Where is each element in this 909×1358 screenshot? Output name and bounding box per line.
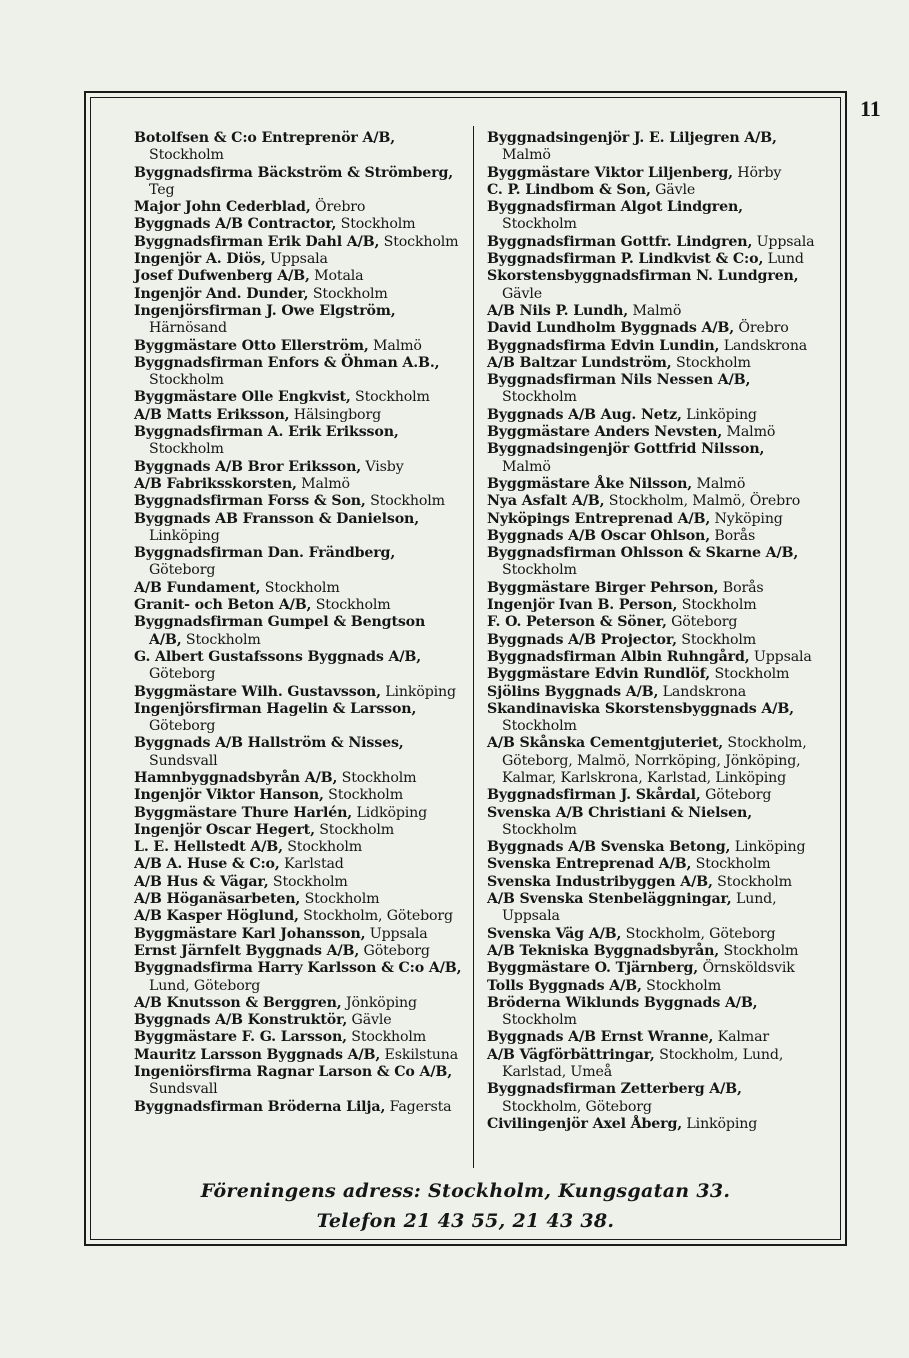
member-entry [134, 1029, 462, 1046]
member-location: Örebro [310, 199, 366, 216]
member-location: Göteborg [359, 942, 430, 959]
member-entry [134, 1064, 462, 1099]
member-name: A/B A. Huse & C:o, [134, 856, 280, 873]
member-entry [487, 995, 815, 1030]
member-location: Stockholm [712, 873, 792, 890]
member-name: F. O. Peterson & Söner, [487, 614, 667, 631]
member-name: A/B Skånska Cementgjuteriet, [487, 735, 724, 752]
member-entry [487, 372, 815, 407]
member-location: Stockholm [311, 597, 391, 614]
member-name: A/B Svenska Stenbeläggningar, [487, 891, 732, 908]
member-location: Teg [149, 181, 175, 198]
member-location: Kalmar [713, 1029, 770, 1046]
member-entry [487, 1116, 815, 1133]
member-location: Stockholm [502, 1012, 577, 1029]
member-location: Örebro [733, 320, 789, 337]
member-location: Uppsala [265, 251, 328, 268]
member-entry [134, 684, 462, 701]
member-name: Byggnads A/B Oscar Ohlson, [487, 527, 711, 544]
member-location: Stockholm [710, 666, 790, 683]
member-location: Stockholm [149, 372, 224, 389]
member-name: Ernst Järnfelt Byggnads A/B, [134, 942, 360, 959]
member-entry [487, 199, 815, 234]
member-entry [134, 597, 462, 614]
member-entry [134, 303, 462, 338]
member-name: Byggnadsfirman Algot Lindgren, [487, 199, 743, 216]
page-number: 11 [860, 96, 881, 121]
member-location: Uppsala [749, 648, 812, 665]
member-entry [487, 130, 815, 165]
member-location: Stockholm [181, 631, 261, 648]
member-name: A/B Nils P. Lundh, [487, 302, 629, 319]
member-entry [134, 476, 462, 493]
member-location: Örnsköldsvik [698, 960, 795, 977]
member-name: Byggmästare Birger Pehrson, [487, 579, 719, 596]
member-location: Uppsala [365, 925, 428, 942]
member-name: Sjölins Byggnads A/B, [487, 683, 659, 700]
member-name: Byggnadsfirma Bäckström & Strömberg, [134, 164, 454, 181]
member-location: Linköping [682, 1115, 758, 1132]
member-name: Byggnads A/B Projector, [487, 631, 677, 648]
member-name: A/B Kasper Höglund, [134, 908, 299, 925]
member-entry [487, 320, 815, 337]
member-name: Byggnadsingenjör J. E. Liljegren A/B, [487, 130, 777, 146]
member-location: Linköping [681, 406, 757, 423]
member-name: Civilingenjör Axel Åberg, [487, 1115, 683, 1132]
member-location: Stockholm [268, 873, 348, 890]
member-name: Byggnadsfirman P. Lindkvist & C:o, [487, 251, 764, 268]
member-name: A/B Baltzar Lundström, [487, 354, 672, 371]
member-name: A/B Fundament, [134, 579, 261, 596]
member-location: Stockholm, Göteborg, Malmö, Norrköping, Jönköping, Kalmar, Karlskrona, Karlstad, Linköping [502, 735, 807, 786]
member-location: Göteborg [700, 787, 772, 804]
member-location: Stockholm [337, 769, 417, 786]
member-entry [134, 268, 462, 285]
member-entry [134, 908, 462, 925]
member-location: Sundsvall [149, 752, 218, 769]
member-entry [134, 493, 462, 510]
member-location: Malmö [502, 147, 551, 164]
member-name: David Lundholm Byggnads A/B, [487, 320, 734, 337]
member-location: Göteborg [149, 718, 216, 735]
member-entry [134, 856, 462, 873]
member-location: Karlstad [279, 856, 344, 873]
member-entry [487, 580, 815, 597]
member-location: Landskrona [658, 683, 747, 700]
member-entry [487, 978, 815, 995]
member-name: Byggmästare F. G. Larsson, [134, 1029, 347, 1046]
member-location: Landskrona [719, 337, 808, 354]
member-name: Byggnads A/B Hallström & Nisses, [134, 735, 404, 752]
member-name: Byggnadsfirman Erik Dahl A/B, [134, 233, 380, 250]
member-location: Stockholm [719, 942, 799, 959]
member-entry [134, 251, 462, 268]
member-location: Eskilstuna [380, 1046, 459, 1063]
member-entry [487, 511, 815, 528]
column-divider [473, 126, 474, 1168]
member-name: Nya Asfalt A/B, [487, 493, 605, 510]
member-entry [134, 545, 462, 580]
member-entry [134, 649, 462, 684]
member-entry [487, 839, 815, 856]
member-location: Stockholm [346, 1029, 427, 1046]
member-name: Byggnadsingenjör Gottfrid Nilsson, [487, 441, 765, 458]
member-location: Visby [361, 458, 404, 475]
member-name: Ingenjör A. Diös, [134, 251, 266, 268]
association-address: Föreningens adress: Stockholm, Kungsgatan 33. [200, 1180, 731, 1202]
member-entry [487, 614, 815, 631]
member-name: L. E. Hellstedt A/B, [134, 839, 283, 856]
member-location: Härnösand [149, 320, 227, 337]
member-entry [487, 891, 815, 926]
member-entry [487, 787, 815, 804]
member-location: Sundsvall [149, 1081, 218, 1098]
member-entry [487, 182, 815, 199]
member-entry [487, 234, 815, 251]
member-name: Byggnadsfirman Forss & Son, [134, 493, 366, 510]
member-name: Byggnadsfirman A. Erik Eriksson, [134, 424, 399, 441]
member-entry [487, 165, 815, 182]
member-location: Fagersta [385, 1098, 452, 1115]
member-name: A/B Fabriksskorsten, [134, 475, 297, 492]
member-name: A/B Tekniska Byggnadsbyrån, [487, 942, 720, 959]
member-entry [487, 649, 815, 666]
member-name: Byggnads AB Fransson & Danielson, [134, 510, 419, 527]
member-entry [487, 735, 815, 787]
member-name: Byggnadsfirman Dan. Frändberg, [134, 545, 396, 562]
member-location: Stockholm [260, 579, 340, 596]
member-name: Byggnads A/B Aug. Netz, [487, 406, 682, 423]
member-name: Svenska Väg A/B, [487, 925, 622, 942]
member-name: Byggnadsfirman Albin Ruhngård, [487, 648, 750, 665]
member-name: Granit- och Beton A/B, [134, 597, 312, 614]
member-name: Byggmästare Olle Engkvist, [134, 389, 351, 406]
member-name: Byggmästare Otto Ellerström, [134, 337, 369, 354]
member-location: Stockholm [323, 787, 403, 804]
member-name: Ingeniörsfirma Ragnar Larson & Co A/B, [134, 1064, 453, 1081]
member-entry [134, 130, 462, 165]
member-entry [487, 632, 815, 649]
member-name: Byggnadsfirman J. Skårdal, [487, 787, 701, 804]
member-entry [487, 476, 815, 493]
member-name: Byggnadsfirma Edvin Lundin, [487, 337, 720, 354]
member-entry [487, 407, 815, 424]
member-location: Malmö [692, 475, 746, 492]
member-name: Skorstensbyggnadsfirman N. Lundgren, [487, 268, 799, 285]
association-phone: Telefon 21 43 55, 21 43 38. [316, 1210, 615, 1232]
member-location: Borås [710, 527, 756, 544]
member-entry [487, 251, 815, 268]
member-location: Stockholm, Malmö, Örebro [604, 493, 801, 510]
member-location: Stockholm [502, 389, 577, 406]
member-name: C. P. Lindbom & Son, [487, 181, 651, 198]
member-location: Malmö [368, 337, 422, 354]
member-location: Stockholm, Lund, Karlstad, Umeå [502, 1046, 784, 1081]
member-location: Nyköping [710, 510, 783, 527]
member-entry [134, 891, 462, 908]
member-entry [487, 441, 815, 476]
member-name: Ingenjör Ivan B. Person, [487, 597, 678, 614]
member-location: Stockholm [282, 839, 363, 856]
member-entry [487, 1047, 815, 1082]
member-name: Botolfsen & C:o Entreprenör A/B, [134, 130, 396, 146]
member-entry [487, 856, 815, 873]
left-member-list [134, 130, 462, 1116]
member-name: Josef Dufwenberg A/B, [134, 268, 310, 285]
member-name: Byggnadsfirma Harry Karlsson & C:o A/B, [134, 960, 462, 977]
member-entry [134, 459, 462, 476]
member-location: Hälsingborg [289, 406, 382, 423]
member-location: Lund, Göteborg [149, 977, 261, 994]
member-entry [134, 389, 462, 406]
member-name: Byggnadsfirman Gumpel & Bengtson A/B, [134, 614, 426, 648]
member-location: Stockholm [502, 562, 577, 579]
member-location: Stockholm, Göteborg [298, 908, 453, 925]
member-location: Linköping [380, 683, 456, 700]
member-name: Ingenjörsfirman Hagelin & Larsson, [134, 700, 417, 717]
member-location: Gävle [347, 1012, 392, 1029]
member-name: A/B Matts Eriksson, [134, 406, 290, 423]
member-entry [487, 1081, 815, 1116]
member-name: Byggnads A/B Svenska Betong, [487, 839, 731, 856]
member-name: Byggmästare Viktor Liljenberg, [487, 164, 733, 181]
member-name: A/B Höganäsarbeten, [134, 891, 301, 908]
member-name: Byggnads A/B Konstruktör, [134, 1012, 348, 1029]
member-entry [134, 580, 462, 597]
member-name: Ingenjörsfirman J. Owe Elgström, [134, 302, 396, 319]
member-entry [487, 268, 815, 303]
member-name: Byggnadsfirman Nils Nessen A/B, [487, 372, 751, 389]
member-entry [487, 424, 815, 441]
member-location: Stockholm [676, 631, 757, 648]
member-name: Byggnadsfirman Bröderna Lilja, [134, 1098, 386, 1115]
member-location: Lund, Uppsala [502, 891, 777, 925]
member-name: G. Albert Gustafssons Byggnads A/B, [134, 648, 422, 665]
member-name: Svenska A/B Christiani & Nielsen, [487, 804, 752, 821]
member-entry [487, 666, 815, 683]
member-entry [134, 407, 462, 424]
member-location: Stockholm [502, 216, 577, 233]
member-name: Byggnadsfirman Zetterberg A/B, [487, 1081, 742, 1098]
member-name: Bröderna Wiklunds Byggnads A/B, [487, 994, 758, 1011]
member-name: Nyköpings Entreprenad A/B, [487, 510, 711, 527]
member-entry [487, 805, 815, 840]
member-entry [134, 1047, 462, 1064]
right-member-list [487, 130, 815, 1133]
member-location: Stockholm [350, 389, 430, 406]
member-entry [134, 701, 462, 736]
member-location: Gävle [502, 285, 542, 302]
member-location: Stockholm [149, 147, 224, 164]
member-entry [134, 943, 462, 960]
member-entry [134, 199, 462, 216]
member-location: Stockholm [365, 493, 445, 510]
member-location: Lund [763, 251, 804, 268]
member-entry [487, 597, 815, 614]
member-location: Linköping [730, 839, 806, 856]
member-name: Byggmästare Wilh. Gustavsson, [134, 683, 381, 700]
member-location: Stockholm [314, 821, 395, 838]
member-location: Stockholm, Göteborg [502, 1098, 652, 1115]
member-entry [134, 216, 462, 233]
member-entry [134, 614, 462, 649]
member-entry [134, 874, 462, 891]
member-location: Stockholm [641, 977, 721, 994]
member-name: Byggnadsfirman Gottfr. Lindgren, [487, 233, 753, 250]
member-location: Malmö [722, 424, 776, 441]
member-name: Tolls Byggnads A/B, [487, 977, 642, 994]
member-name: Byggmästare Åke Nilsson, [487, 475, 693, 492]
member-name: Byggmästare Anders Nevsten, [487, 424, 723, 441]
member-location: Göteborg [149, 666, 216, 683]
member-name: Ingenjör Viktor Hanson, [134, 787, 324, 804]
member-location: Malmö [296, 475, 350, 492]
member-entry [134, 805, 462, 822]
member-entry [134, 787, 462, 804]
member-location: Lidköping [352, 804, 428, 821]
member-location: Stockholm, Göteborg [621, 925, 776, 942]
member-location: Borås [718, 579, 764, 596]
member-location: Stockholm [691, 856, 771, 873]
member-location: Stockholm [677, 597, 757, 614]
member-location: Malmö [628, 302, 682, 319]
member-location: Stockholm [300, 891, 380, 908]
member-name: Byggnads A/B Ernst Wranne, [487, 1029, 714, 1046]
member-name: Byggnadsfirman Enfors & Öhman A.B., [134, 354, 440, 371]
member-entry [134, 286, 462, 303]
member-entry [487, 545, 815, 580]
member-location: Gävle [650, 181, 696, 198]
member-name: Mauritz Larsson Byggnads A/B, [134, 1046, 381, 1063]
member-entry [134, 338, 462, 355]
member-name: Byggnads A/B Bror Eriksson, [134, 458, 362, 475]
member-entry [134, 822, 462, 839]
member-name: Svenska Industribyggen A/B, [487, 873, 713, 890]
member-entry [134, 234, 462, 251]
member-name: Byggmästare Edvin Rundlöf, [487, 666, 711, 683]
member-name: Byggnadsfirman Ohlsson & Skarne A/B, [487, 545, 799, 562]
member-location: Motala [309, 268, 364, 285]
member-entry [487, 493, 815, 510]
member-entry [487, 926, 815, 943]
member-name: Byggmästare O. Tjärnberg, [487, 960, 699, 977]
member-entry [487, 874, 815, 891]
member-name: Byggmästare Karl Johansson, [134, 925, 366, 942]
member-location: Stockholm [149, 441, 224, 458]
member-location: Stockholm [336, 216, 416, 233]
member-location: Stockholm [308, 285, 388, 302]
member-location: Linköping [149, 527, 220, 544]
member-location: Göteborg [149, 562, 216, 579]
member-entry [134, 1099, 462, 1116]
member-name: Hamnbyggnadsbyrån A/B, [134, 769, 338, 786]
member-location: Stockholm [502, 821, 577, 838]
member-location: Hörby [732, 164, 782, 181]
member-entry [487, 684, 815, 701]
member-entry [134, 995, 462, 1012]
member-entry [487, 1029, 815, 1046]
member-entry [134, 960, 462, 995]
member-name: Major John Cederblad, [134, 199, 311, 216]
member-entry [487, 528, 815, 545]
member-entry [487, 338, 815, 355]
member-entry [134, 770, 462, 787]
member-entry [134, 165, 462, 200]
member-entry [134, 1012, 462, 1029]
member-entry [487, 943, 815, 960]
member-name: Ingenjör And. Dunder, [134, 285, 309, 302]
member-name: Byggnads A/B Contractor, [134, 216, 337, 233]
member-entry [134, 511, 462, 546]
member-entry [134, 355, 462, 390]
member-name: Byggmästare Thure Harlén, [134, 804, 353, 821]
member-location: Göteborg [666, 614, 738, 631]
member-entry [134, 424, 462, 459]
member-name: Svenska Entreprenad A/B, [487, 856, 692, 873]
member-location: Malmö [502, 458, 551, 475]
member-entry [487, 303, 815, 320]
member-name: Skandinaviska Skorstensbyggnads A/B, [487, 700, 794, 717]
member-location: Stockholm [671, 354, 751, 371]
member-entry [487, 701, 815, 736]
member-name: Ingenjör Oscar Hegert, [134, 821, 315, 838]
member-entry [487, 355, 815, 372]
member-name: A/B Knutsson & Berggren, [134, 994, 342, 1011]
member-location: Stockholm [379, 233, 459, 250]
member-entry [487, 960, 815, 977]
member-location: Jönköping [341, 994, 417, 1011]
member-entry [134, 735, 462, 770]
member-location: Uppsala [752, 233, 815, 250]
member-entry [134, 926, 462, 943]
member-name: A/B Vägförbättringar, [487, 1046, 655, 1063]
member-name: A/B Hus & Vägar, [134, 873, 269, 890]
member-entry [134, 839, 462, 856]
member-location: Stockholm [502, 718, 577, 735]
